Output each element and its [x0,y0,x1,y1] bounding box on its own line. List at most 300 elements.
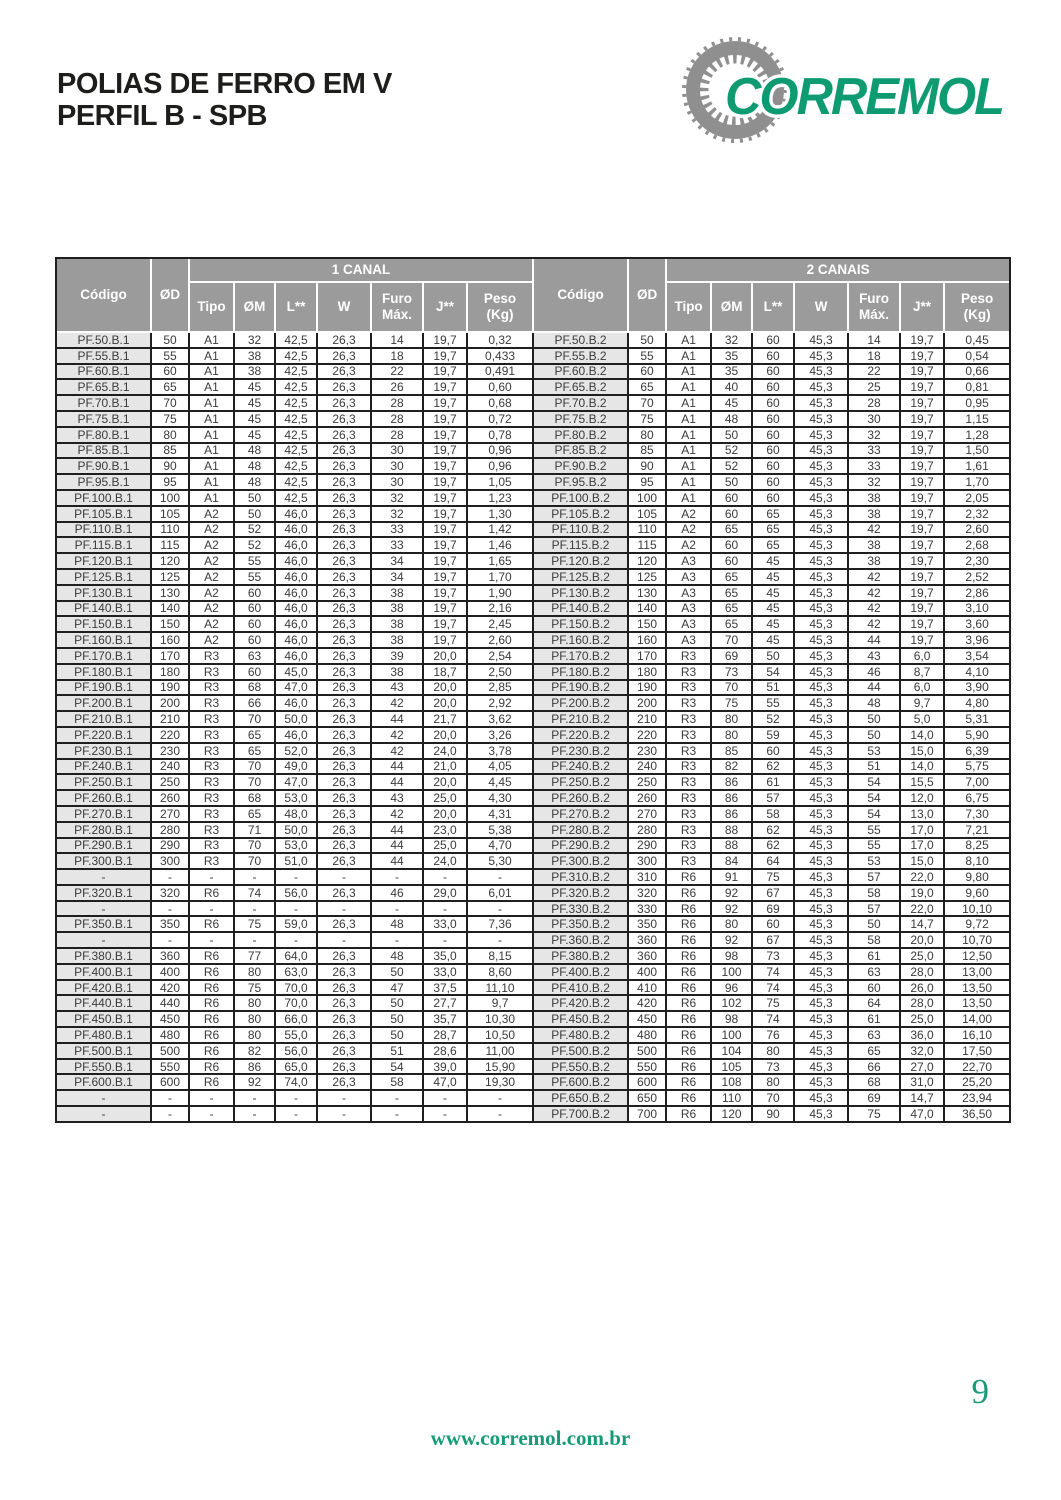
value-cell: - [371,1090,423,1106]
codigo-cell-2canais: PF.100.B.2 [533,490,628,506]
codigo-cell-2canais: PF.250.B.2 [533,774,628,790]
table-row [56,490,1010,506]
value-cell: 91 [711,869,752,885]
value-cell: A1 [189,490,234,506]
value-cell: 45,3 [794,553,848,569]
value-cell: R6 [189,1027,234,1043]
value-cell: 60 [234,601,275,617]
value-cell: 26,3 [317,1027,371,1043]
header-l-1: L** [275,282,317,332]
value-cell: 0,95 [944,395,1010,411]
value-cell: 1,70 [467,569,533,585]
value-cell: 19,7 [900,411,944,427]
table-row [56,680,1010,696]
table-row [56,458,1010,474]
value-cell: 75 [628,411,666,427]
value-cell: 1,46 [467,537,533,553]
value-cell: 3,54 [944,648,1010,664]
value-cell: 2,54 [467,648,533,664]
value-cell: 54 [848,790,900,806]
value-cell: 90 [752,1106,794,1122]
value-cell: 26,3 [317,838,371,854]
value-cell: 60 [234,632,275,648]
value-cell: - [234,1106,275,1122]
value-cell: 60 [752,458,794,474]
value-cell: 96 [711,980,752,996]
value-cell: 26,3 [317,1059,371,1075]
value-cell: - [423,1106,467,1122]
value-cell: - [467,1106,533,1122]
codigo-cell-1canal: PF.115.B.1 [56,537,151,553]
codigo-cell-2canais: PF.95.B.2 [533,474,628,490]
value-cell: - [151,1090,189,1106]
value-cell: 39,0 [423,1059,467,1075]
value-cell: 65 [711,569,752,585]
value-cell: 65,0 [275,1059,317,1075]
value-cell: 2,92 [467,695,533,711]
value-cell: 115 [151,537,189,553]
table-row [56,743,1010,759]
value-cell: 2,60 [467,632,533,648]
value-cell: 4,05 [467,759,533,775]
value-cell: 48,0 [275,806,317,822]
value-cell: 28 [848,395,900,411]
table-row [56,1027,1010,1043]
value-cell: 19,7 [900,348,944,364]
value-cell: 140 [151,601,189,617]
value-cell: 50 [711,474,752,490]
value-cell: - [275,869,317,885]
value-cell: R6 [666,995,711,1011]
value-cell: 27,7 [423,995,467,1011]
value-cell: 19,7 [900,364,944,380]
value-cell: 47,0 [275,680,317,696]
value-cell: 26,3 [317,585,371,601]
value-cell: - [423,869,467,885]
value-cell: 51 [752,680,794,696]
value-cell: 92 [711,885,752,901]
value-cell: 18 [848,348,900,364]
value-cell: 45,3 [794,980,848,996]
value-cell: A3 [666,569,711,585]
codigo-cell-1canal: PF.270.B.1 [56,806,151,822]
value-cell: 180 [628,664,666,680]
value-cell: 270 [628,806,666,822]
value-cell: 550 [628,1059,666,1075]
value-cell: 56,0 [275,885,317,901]
value-cell: 45,3 [794,458,848,474]
value-cell: 420 [628,995,666,1011]
value-cell: R3 [189,664,234,680]
value-cell: 4,45 [467,774,533,790]
value-cell: 53,0 [275,790,317,806]
value-cell: 360 [151,948,189,964]
codigo-cell-2canais: PF.550.B.2 [533,1059,628,1075]
table-row [56,616,1010,632]
value-cell: 32 [371,490,423,506]
value-cell: 19,0 [900,885,944,901]
value-cell: 19,7 [423,379,467,395]
value-cell: 270 [151,806,189,822]
value-cell: 80 [711,727,752,743]
value-cell: 170 [151,648,189,664]
value-cell: 15,0 [900,853,944,869]
value-cell: 120 [628,553,666,569]
value-cell: - [467,932,533,948]
codigo-cell-1canal: PF.50.B.1 [56,332,151,348]
table-row [56,601,1010,617]
value-cell: 45,3 [794,537,848,553]
value-cell: 30 [848,411,900,427]
value-cell: 60 [711,506,752,522]
value-cell: R3 [189,727,234,743]
value-cell: 80 [234,1027,275,1043]
value-cell: 11,00 [467,1043,533,1059]
value-cell: 95 [628,474,666,490]
table-row [56,569,1010,585]
value-cell: 60 [752,332,794,348]
header-furo-1: Furo Máx. [371,282,423,332]
value-cell: 8,25 [944,838,1010,854]
value-cell: A1 [189,443,234,459]
value-cell: 38 [371,616,423,632]
value-cell: 46,0 [275,553,317,569]
value-cell: 350 [628,916,666,932]
value-cell: 14,0 [900,759,944,775]
value-cell: 108 [711,1074,752,1090]
value-cell: 32 [848,427,900,443]
value-cell: 26,3 [317,616,371,632]
value-cell: 125 [628,569,666,585]
value-cell: 50 [848,727,900,743]
codigo-cell-1canal: PF.190.B.1 [56,680,151,696]
value-cell: 58 [371,1074,423,1090]
value-cell: 44 [848,680,900,696]
value-cell: 21,0 [423,759,467,775]
value-cell: - [151,1106,189,1122]
value-cell: 0,72 [467,411,533,427]
value-cell: A3 [666,601,711,617]
value-cell: 45,3 [794,569,848,585]
value-cell: A1 [666,490,711,506]
value-cell: 19,7 [423,585,467,601]
codigo-cell-1canal: PF.290.B.1 [56,838,151,854]
value-cell: 61 [848,1011,900,1027]
value-cell: 68 [848,1074,900,1090]
value-cell: 42,5 [275,411,317,427]
value-cell: 240 [628,759,666,775]
value-cell: 0,78 [467,427,533,443]
codigo-cell-1canal: PF.320.B.1 [56,885,151,901]
value-cell: 38 [848,506,900,522]
codigo-cell-2canais: PF.55.B.2 [533,348,628,364]
codigo-cell-2canais: PF.330.B.2 [533,901,628,917]
header-tipo-2: Tipo [666,282,711,332]
table-row [56,1106,1010,1122]
value-cell: 50 [711,427,752,443]
value-cell: R6 [666,1090,711,1106]
gear-icon [679,28,1009,158]
value-cell: 45,3 [794,743,848,759]
value-cell: 65 [752,522,794,538]
value-cell: 26,3 [317,885,371,901]
value-cell: 45,3 [794,379,848,395]
value-cell: 31,0 [900,1074,944,1090]
value-cell: R3 [666,822,711,838]
value-cell: 45,3 [794,695,848,711]
value-cell: 45 [752,632,794,648]
value-cell: 45,3 [794,585,848,601]
value-cell: 65 [752,537,794,553]
value-cell: 3,96 [944,632,1010,648]
value-cell: 54 [371,1059,423,1075]
codigo-cell-1canal: - [56,1106,151,1122]
codigo-cell-1canal: PF.260.B.1 [56,790,151,806]
value-cell: 65 [752,506,794,522]
value-cell: 58 [752,806,794,822]
value-cell: 57 [848,901,900,917]
value-cell: 26,3 [317,822,371,838]
value-cell: 200 [151,695,189,711]
value-cell: 28,7 [423,1027,467,1043]
value-cell: 54 [752,664,794,680]
value-cell: 150 [151,616,189,632]
value-cell: 26,3 [317,1043,371,1059]
value-cell: 46,0 [275,569,317,585]
value-cell: 46,0 [275,616,317,632]
value-cell: 64 [752,853,794,869]
value-cell: 45,3 [794,427,848,443]
value-cell: 45,3 [794,522,848,538]
value-cell: 19,7 [900,632,944,648]
codigo-cell-1canal: PF.95.B.1 [56,474,151,490]
value-cell: 60 [752,443,794,459]
value-cell: 45,3 [794,474,848,490]
value-cell: 50,0 [275,711,317,727]
value-cell: 50 [234,506,275,522]
value-cell: 75 [848,1106,900,1122]
value-cell: R3 [189,759,234,775]
value-cell: 45 [752,616,794,632]
value-cell: 20,0 [423,695,467,711]
value-cell: 45,3 [794,348,848,364]
value-cell: 66 [234,695,275,711]
codigo-cell-1canal: PF.65.B.1 [56,379,151,395]
value-cell: - [317,1090,371,1106]
value-cell: 85 [151,443,189,459]
value-cell: 20,0 [423,680,467,696]
value-cell: 63 [848,1027,900,1043]
value-cell: 19,7 [900,443,944,459]
header-codigo-2: Código [533,258,628,332]
header-j-1: J** [423,282,467,332]
codigo-cell-1canal: PF.210.B.1 [56,711,151,727]
value-cell: 42 [848,522,900,538]
codigo-cell-1canal: PF.220.B.1 [56,727,151,743]
value-cell: 22,70 [944,1059,1010,1075]
codigo-cell-2canais: PF.410.B.2 [533,980,628,996]
value-cell: 74 [234,885,275,901]
value-cell: 90 [628,458,666,474]
value-cell: R3 [189,790,234,806]
value-cell: 47,0 [275,774,317,790]
value-cell: 26,0 [900,980,944,996]
value-cell: 22 [371,364,423,380]
value-cell: 92 [711,932,752,948]
value-cell: 4,31 [467,806,533,822]
value-cell: R6 [666,901,711,917]
value-cell: 22,0 [900,901,944,917]
value-cell: R3 [666,790,711,806]
value-cell: - [423,932,467,948]
value-cell: - [151,869,189,885]
value-cell: 23,94 [944,1090,1010,1106]
codigo-cell-2canais: PF.400.B.2 [533,964,628,980]
value-cell: 130 [628,585,666,601]
value-cell: 110 [711,1090,752,1106]
table-row [56,774,1010,790]
value-cell: 32 [848,474,900,490]
value-cell: 24,0 [423,743,467,759]
value-cell: 3,78 [467,743,533,759]
value-cell: 43 [848,648,900,664]
value-cell: 7,21 [944,822,1010,838]
value-cell: 28 [371,395,423,411]
value-cell: 42,5 [275,395,317,411]
value-cell: 1,05 [467,474,533,490]
value-cell: 46,0 [275,585,317,601]
table-row [56,838,1010,854]
value-cell: 19,7 [423,348,467,364]
value-cell: 60 [752,490,794,506]
value-cell: 55,0 [275,1027,317,1043]
value-cell: 60 [628,364,666,380]
value-cell: 70 [628,395,666,411]
value-cell: 105 [711,1059,752,1075]
table-row [56,964,1010,980]
value-cell: 19,7 [423,569,467,585]
codigo-cell-1canal: PF.380.B.1 [56,948,151,964]
value-cell: - [275,1106,317,1122]
value-cell: 62 [752,838,794,854]
codigo-cell-2canais: PF.105.B.2 [533,506,628,522]
value-cell: 11,10 [467,980,533,996]
value-cell: - [317,869,371,885]
value-cell: 5,30 [467,853,533,869]
value-cell: 7,00 [944,774,1010,790]
value-cell: 26,3 [317,348,371,364]
value-cell: 8,60 [467,964,533,980]
codigo-cell-1canal: PF.90.B.1 [56,458,151,474]
value-cell: 45,3 [794,395,848,411]
value-cell: 60 [752,395,794,411]
value-cell: 52 [752,711,794,727]
value-cell: 38 [371,601,423,617]
value-cell: 45,3 [794,1090,848,1106]
value-cell: 44 [371,838,423,854]
value-cell: 19,7 [900,506,944,522]
value-cell: 600 [151,1074,189,1090]
value-cell: 50 [371,964,423,980]
value-cell: 26,3 [317,743,371,759]
codigo-cell-1canal: PF.180.B.1 [56,664,151,680]
header-l-2: L** [752,282,794,332]
value-cell: 410 [628,980,666,996]
value-cell: 63 [848,964,900,980]
value-cell: 59 [752,727,794,743]
value-cell: R3 [666,711,711,727]
value-cell: 48 [234,474,275,490]
codigo-cell-1canal: PF.120.B.1 [56,553,151,569]
value-cell: 60 [234,585,275,601]
value-cell: 45,3 [794,648,848,664]
value-cell: 50 [234,490,275,506]
value-cell: 65 [234,727,275,743]
value-cell: 8,15 [467,948,533,964]
value-cell: 75 [752,995,794,1011]
value-cell: R3 [189,711,234,727]
value-cell: A1 [189,458,234,474]
value-cell: 27,0 [900,1059,944,1075]
value-cell: 76 [752,1027,794,1043]
value-cell: 650 [628,1090,666,1106]
value-cell: 19,30 [467,1074,533,1090]
value-cell: 115 [628,537,666,553]
value-cell: 45 [752,553,794,569]
value-cell: 45 [234,379,275,395]
value-cell: 1,42 [467,522,533,538]
table-row [56,1090,1010,1106]
value-cell: 32 [371,506,423,522]
value-cell: 75 [151,411,189,427]
value-cell: 45,3 [794,759,848,775]
value-cell: 75 [752,869,794,885]
value-cell: 14 [371,332,423,348]
value-cell: 26,3 [317,759,371,775]
value-cell: 440 [151,995,189,1011]
value-cell: 220 [628,727,666,743]
codigo-cell-2canais: PF.200.B.2 [533,695,628,711]
value-cell: 67 [752,885,794,901]
group-header-2canais: 2 CANAIS [666,258,1010,282]
header-furo-2: Furo Máx. [848,282,900,332]
value-cell: 28,6 [423,1043,467,1059]
value-cell: 70 [711,680,752,696]
value-cell: R6 [189,964,234,980]
value-cell: 48 [711,411,752,427]
value-cell: 28,0 [900,995,944,1011]
codigo-cell-2canais: PF.700.B.2 [533,1106,628,1122]
value-cell: R6 [189,1043,234,1059]
pulley-spec-table-wrap [55,257,1011,1123]
value-cell: 74 [752,980,794,996]
value-cell: - [423,1090,467,1106]
value-cell: 85 [711,743,752,759]
codigo-cell-1canal: PF.110.B.1 [56,522,151,538]
value-cell: 50 [848,916,900,932]
value-cell: 14,7 [900,1090,944,1106]
value-cell: 65 [628,379,666,395]
header-peso-1: Peso (Kg) [467,282,533,332]
value-cell: - [371,869,423,885]
value-cell: 0,81 [944,379,1010,395]
codigo-cell-2canais: PF.280.B.2 [533,822,628,838]
value-cell: - [317,901,371,917]
value-cell: 2,85 [467,680,533,696]
value-cell: R6 [189,885,234,901]
value-cell: 61 [848,948,900,964]
value-cell: 19,7 [900,601,944,617]
